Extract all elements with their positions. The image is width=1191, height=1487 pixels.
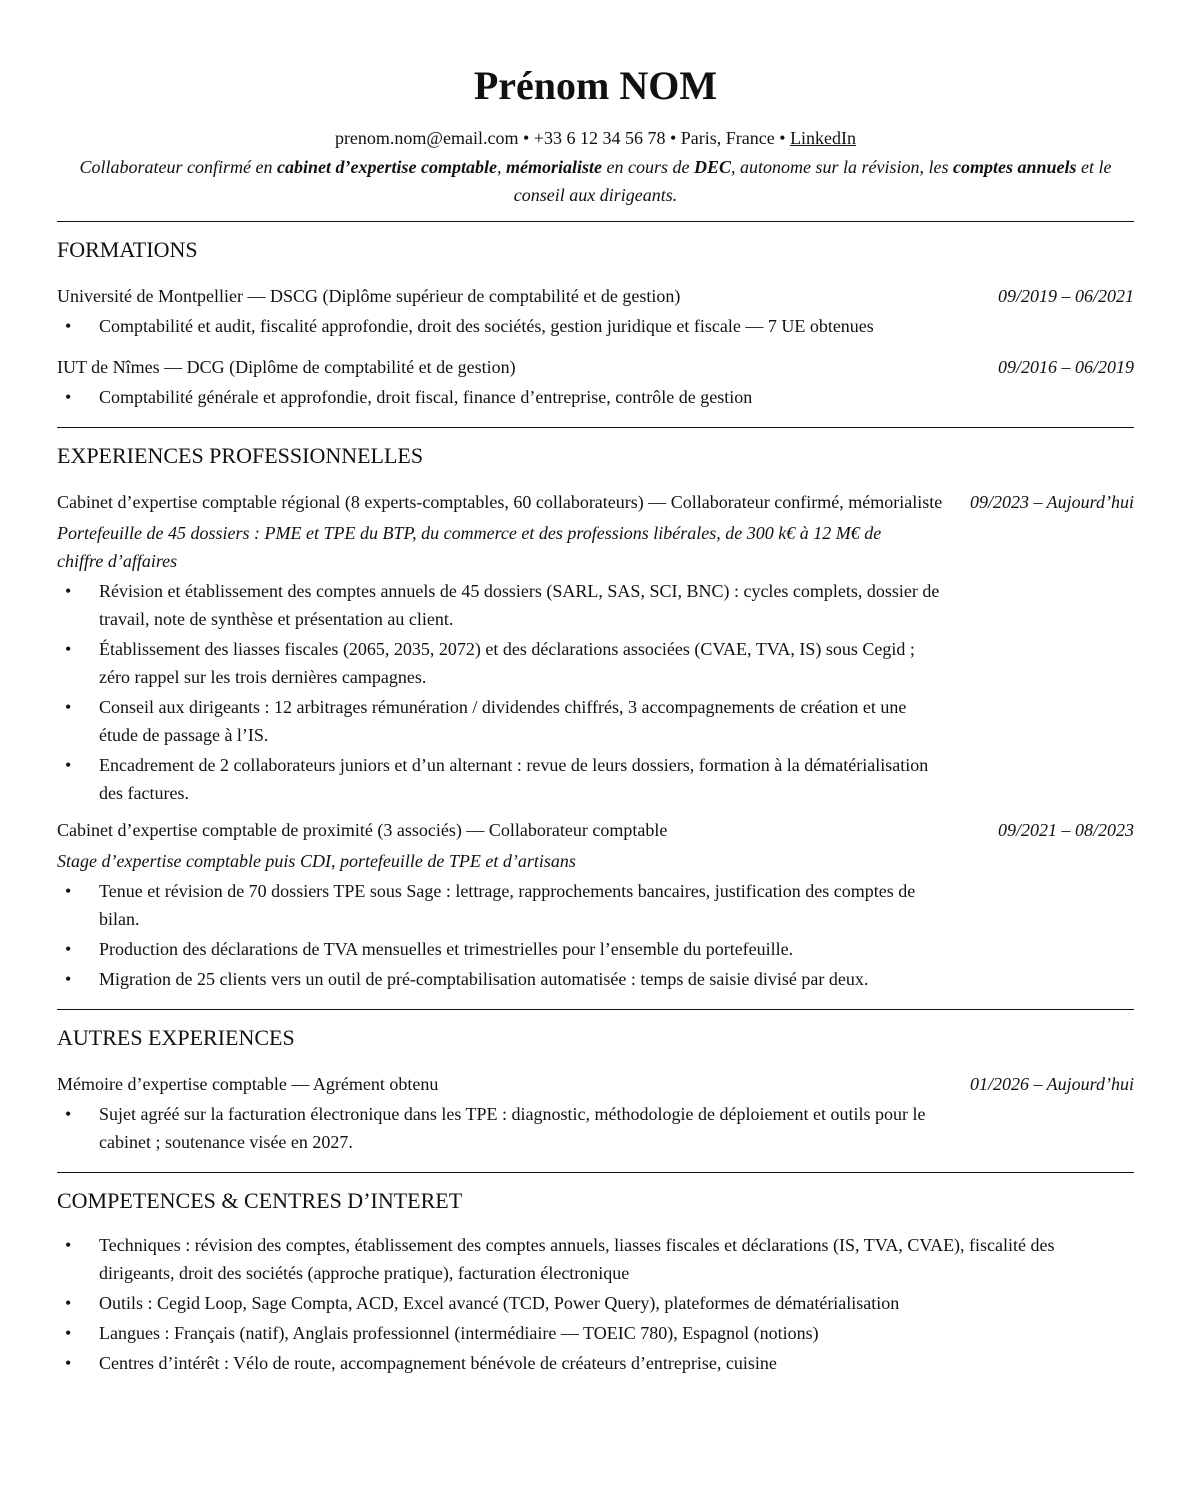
bullet-icon: • [65,1235,72,1255]
list-item [57,1319,1134,1347]
list-item-text: Langues : Français (natif), Anglais professionnel (intermédiaire — TOEIC 780), Espagnol (notions) [99,1323,819,1343]
list-item [57,693,945,749]
location-text: Paris, France [680,128,775,148]
list-item [57,1349,1134,1377]
separator-dot: • [522,128,530,148]
summary-emphasis: comptes annuels [952,157,1077,177]
list-item [57,877,945,933]
entry-header [57,282,1134,310]
list-item [57,965,945,993]
bullet-icon: • [65,969,72,989]
bullet-icon: • [65,581,72,601]
section-divider [57,221,1134,222]
summary-text: , [496,157,506,177]
entry-date: 09/2023 – Aujourd’hui [969,492,1134,512]
entry-date: 09/2019 – 06/2021 [997,286,1134,306]
section-divider [57,1009,1134,1010]
bullet-icon: • [65,939,72,959]
list-item-text: Centres d’intérêt : Vélo de route, accompagnement bénévole de créateurs d’entreprise, cuisine [99,1353,777,1373]
separator-dot: • [779,128,786,148]
education-entry [57,353,1134,411]
skills-section [57,1187,1134,1377]
summary-text: Collaborateur confirmé en [79,157,278,177]
separator-dot: • [669,128,677,148]
entry-title: Cabinet d’expertise comptable de proximité (3 associés) — Collaborateur comptable [57,820,668,840]
bullet-icon: • [65,1353,72,1373]
summary-text: , autonome sur la révision, les [730,157,953,177]
email-text: prenom.nom@email.com [334,128,519,148]
entry-subtitle: Portefeuille de 45 dossiers : PME et TPE du BTP, du commerce et des professions libérales, de 300 k€ à 12 M€ de chiffre d’affaires [57,523,882,571]
section-title: COMPETENCES & CENTRES D’INTERET [57,1188,463,1213]
list-item [57,935,945,963]
linkedin-link[interactable]: LinkedIn [790,128,857,148]
list-item [57,1289,1134,1317]
entry-date: 09/2021 – 08/2023 [997,820,1134,840]
entry-date: 01/2026 – Aujourd’hui [969,1074,1134,1094]
list-item-text: Comptabilité générale et approfondie, droit fiscal, finance d’entreprise, contrôle de gestion [99,387,753,407]
bullet-list [57,877,1134,993]
entry-title: Cabinet d’expertise comptable régional (8 experts-comptables, 60 collaborateurs) — Collaborateur confirmé, mémorialiste [57,492,943,512]
section-divider [57,427,1134,428]
list-item [57,577,945,633]
bullet-icon: • [65,639,72,659]
list-item [57,1231,1134,1287]
entry-title: IUT de Nîmes — DCG (Diplôme de comptabilité et de gestion) [57,357,516,377]
list-item [57,635,945,691]
bullet-icon: • [65,387,72,407]
section-title: FORMATIONS [57,237,198,262]
phone-text: +33 6 12 34 56 78 [533,128,666,148]
summary-emphasis: cabinet d’expertise comptable [277,157,497,177]
summary-emphasis: mémorialiste [505,157,602,177]
list-item-text: Sujet agréé sur la facturation électronique dans les TPE : diagnostic, méthodologie de déploiement et outils pour le cabinet ; soutenance visée en 2027. [99,1104,926,1152]
list-item [57,1100,945,1156]
entry-date: 09/2016 – 06/2019 [997,357,1134,377]
entry-header [57,353,1134,381]
bullet-list [57,1100,1134,1156]
summary-text: et le conseil aux dirigeants. [513,157,1112,205]
section-title: AUTRES EXPERIENCES [57,1025,295,1050]
bullet-list [57,383,1134,411]
bullet-icon: • [65,755,72,775]
experience-entry [57,816,1134,993]
bullet-list [57,312,1134,340]
list-item-text: Tenue et révision de 70 dossiers TPE sous Sage : lettrage, rapprochements bancaires, justification des comptes de bilan. [99,881,916,929]
entry-title: Université de Montpellier — DSCG (Diplôme supérieur de comptabilité et de gestion) [57,286,681,306]
bullet-icon: • [65,316,72,336]
list-item-text: Comptabilité et audit, fiscalité approfondie, droit des sociétés, gestion juridique et fiscale — 7 UE obtenues [99,316,874,336]
bullet-icon: • [65,1293,72,1313]
list-item-text: Migration de 25 clients vers un outil de pré-comptabilisation automatisée : temps de saisie divisé par deux. [99,969,869,989]
entry-title: Mémoire d’expertise comptable — Agrément obtenu [57,1074,439,1094]
list-item-text: Production des déclarations de TVA mensuelles et trimestrielles pour l’ensemble du portefeuille. [99,939,794,959]
entry-subtitle: Stage d’expertise comptable puis CDI, portefeuille de TPE et d’artisans [57,851,576,871]
profile-summary [57,153,1134,209]
section-title: EXPERIENCES PROFESSIONNELLES [57,443,424,468]
bullet-icon: • [65,697,72,717]
experiences-section [57,442,1134,993]
entry-header [57,1070,1134,1098]
contact-line [57,126,1134,150]
summary-text: en cours de [601,157,694,177]
candidate-name: Prénom NOM [473,63,718,108]
entry-header [57,816,1134,844]
list-item [57,751,945,807]
education-entry [57,282,1134,340]
formations-section [57,236,1134,411]
bullet-list [57,1231,1134,1377]
list-item-text: Encadrement de 2 collaborateurs juniors et d’un alternant : revue de leurs dossiers, formation à la dématérialisation des factures. [99,755,929,803]
bullet-icon: • [65,1323,72,1343]
bullet-list [57,577,1134,807]
summary-emphasis: DEC [693,157,731,177]
list-item-text: Établissement des liasses fiscales (2065, 2035, 2072) et des déclarations associées (CVAE, TVA, IS) sous Cegid ; zéro rappel sur les trois dernières campagnes. [99,639,915,687]
list-item-text: Révision et établissement des comptes annuels de 45 dossiers (SARL, SAS, SCI, BNC) : cycles complets, dossier de travail, note de synthèse et présentation au client. [99,581,940,629]
bullet-icon: • [65,1104,72,1124]
list-item [57,312,1134,340]
experience-entry [57,488,1134,807]
list-item-text: Techniques : révision des comptes, établissement des comptes annuels, liasses fiscales et déclarations (IS, TVA, CVAE), fiscalité des dirigeants, droit des sociétés (approche pratique), facturation électronique [99,1235,1055,1283]
bullet-icon: • [65,881,72,901]
other-experience-entry [57,1070,1134,1156]
other-experiences-section [57,1024,1134,1156]
section-divider [57,1172,1134,1173]
entry-header [57,488,1134,516]
list-item-text: Conseil aux dirigeants : 12 arbitrages rémunération / dividendes chiffrés, 3 accompagnements de création et une étude de passage à l’IS. [99,697,907,745]
list-item-text: Outils : Cegid Loop, Sage Compta, ACD, Excel avancé (TCD, Power Query), plateformes de dématérialisation [99,1293,900,1313]
list-item [57,383,1134,411]
